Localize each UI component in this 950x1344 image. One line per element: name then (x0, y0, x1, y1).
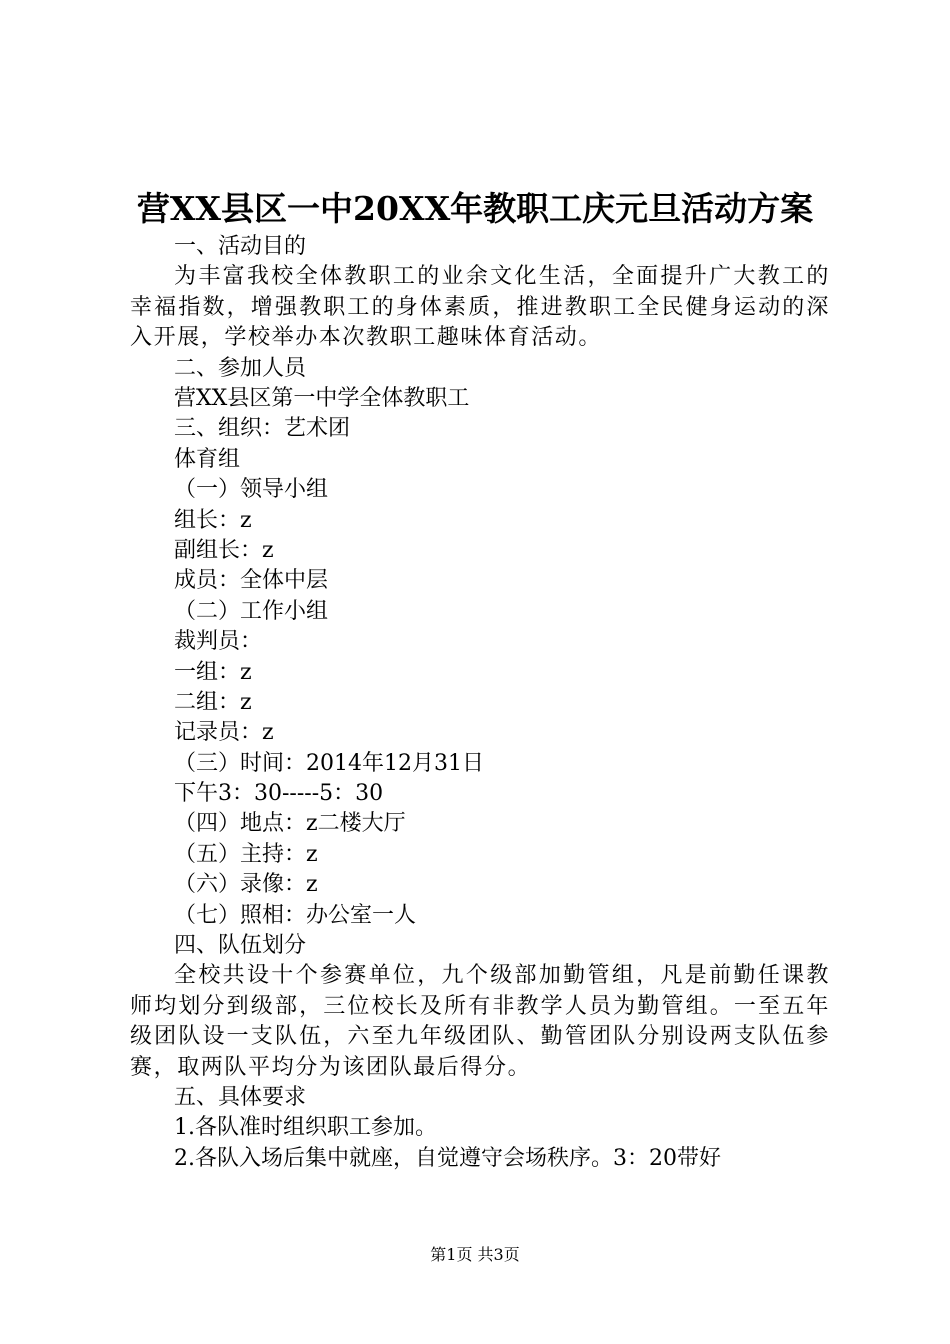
video-line: （六）录像：z (174, 872, 318, 898)
vice-leader-line: 副组长：z (174, 537, 274, 563)
requirement-1: 1.各队准时组织职工参加。 (174, 1115, 437, 1141)
place-line: （四）地点：z二楼大厅 (174, 811, 406, 837)
group2-line: 二组：z (174, 689, 252, 715)
photo-line: （七）照相：办公室一人 (174, 902, 417, 928)
leader-line: 组长：z (174, 507, 252, 533)
time-line: （三）时间：2014年12月31日 (174, 750, 484, 776)
section-heading-participants: 二、参加人员 (174, 355, 307, 381)
section-heading-requirements: 五、具体要求 (174, 1085, 307, 1111)
requirement-2: 2.各队入场后集中就座，自觉遵守会场秩序。3：20带好 (174, 1145, 721, 1171)
page-number-footer: 第1页 共3页 (430, 1245, 520, 1264)
recorder-line: 记录员：z (174, 720, 274, 746)
paragraph-teams: 全校共设十个参赛单位，九个级部加勤管组，凡是前勤任课教师均划分到级部，三位校长及所有非教学人员为勤管组。一至五年级团队设一支队伍，六至九年级团队、勤管团队分别设两支队伍参赛，取两队平均分为该团队最后得分。 (130, 963, 830, 1080)
paragraph-purpose: 为丰富我校全体教职工的业余文化生活，全面提升广大教工的幸福指数，增强教职工的身体素质，推进教职工全民健身运动的深入开展，学校举办本次教职工趣味体育活动。 (130, 264, 830, 351)
section-heading-organization: 三、组织：艺术团 (174, 416, 351, 442)
work-group-heading: （二）工作小组 (174, 598, 329, 624)
organization-sub: 体育组 (174, 446, 241, 472)
section-heading-purpose: 一、活动目的 (174, 234, 307, 259)
host-line: （五）主持：z (174, 841, 318, 867)
leader-group-heading: （一）领导小组 (174, 477, 329, 503)
document-body (130, 232, 830, 1174)
members-line: 成员：全体中层 (174, 568, 329, 594)
group1-line: 一组：z (174, 659, 252, 685)
document-title: 营XX县区一中20XX年教职工庆元旦活动方案 (136, 189, 814, 228)
participants-line: 营XX县区第一中学全体教职工 (174, 386, 470, 411)
section-heading-teams: 四、队伍划分 (174, 933, 307, 959)
time-range-line: 下午3：30-----5：30 (174, 781, 384, 807)
referees-line: 裁判员： (174, 629, 263, 655)
